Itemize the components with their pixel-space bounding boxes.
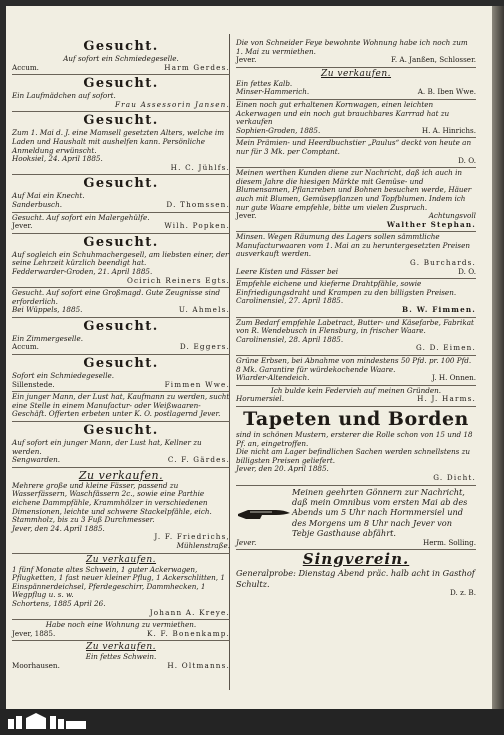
ad-place: Sanderbusch. (12, 199, 62, 209)
ad (12, 554, 230, 621)
ad-text: Auf sofort ein junger Mann, der Lust hat, Kellner zu werden. (12, 438, 202, 456)
ad (12, 392, 230, 422)
ad-place: Accum. (12, 342, 39, 352)
ad-place: Jever. (236, 537, 257, 547)
ad-text: Gesucht. Auf sofort ein Malergehülfe. (12, 212, 150, 222)
ad-signature: D. Eggers. (179, 342, 230, 352)
ad-text: Empfehle eichene und kieferne Drahtpfähle, sowie Einfriedigungsdraht und Krampen zu den billigsten Preisen. (236, 279, 457, 297)
ad-footer (12, 222, 230, 231)
ad (12, 112, 230, 175)
ad (236, 68, 476, 100)
ad-signature: H. C. Jühlfs. (170, 162, 230, 172)
ad-place: Jever. (236, 55, 257, 65)
ad-place: Jever, 1885. (12, 628, 56, 638)
ad-title: Zu verkaufen. (85, 642, 157, 653)
ad-title: Gesucht. (83, 113, 159, 129)
ad-signature: H. J. Harms. (417, 394, 476, 404)
ad-footer (12, 456, 230, 465)
ad-text: Auf Mai ein Knecht. (12, 191, 85, 201)
right-column (236, 38, 476, 600)
ad-text: Generalprobe: Dienstag Abend präc. halb acht in Gasthof Schultz. (236, 568, 475, 589)
ad-signature: Fimmen Wwe. (164, 379, 230, 389)
ad-footer (236, 539, 476, 548)
ad-footer (236, 127, 476, 136)
ad-place: Minser-Hammerich. (236, 87, 310, 97)
ad-title: Gesucht. (83, 176, 159, 192)
ad-signature: B. W. Fimmen. (402, 305, 476, 315)
page-edge (492, 6, 504, 709)
ad-text: Meinen geehrten Gönnern zur Nachricht, daß mein Omnibus vom ersten Mai ab des Abends um 5 Uhr nach Hormmersiel und des Morgens um 8 Uhr nach Jever von Tebje Gasthause abfährt. (292, 486, 468, 539)
ad-signature: H. Oltmanns. (167, 660, 230, 670)
ad-signature: Herm. Solling. (422, 537, 476, 547)
ad-title: Gesucht. (83, 39, 159, 54)
ad-text: Meinen werthen Kunden diene zur Nachricht, daß ich auch in diesem Jahre die hiesigen Märkte mit Gemüse- und Blumensamen, Pflanzreben und Bohnen besuchen werde, Häuer auch mit Blumen, Gemüsepflanzen und Topfblumen. Indem ich nur gute Waare empfehle, bitte um vielen Zuspruch. (236, 168, 472, 212)
ad-signature: Wilh. Popken. (164, 221, 230, 231)
ad-footer (12, 630, 230, 639)
ad-text: Einen noch gut erhaltenen Kornwagen, einen leichten Ackerwagen und ein noch gut brauchbares Karrrad hat zu verkaufen (236, 99, 450, 127)
ad (236, 232, 476, 279)
ad-signature: D. O. (458, 155, 476, 165)
ad-text: Sofort ein Schmiedegeselle. (12, 371, 115, 381)
ad (236, 318, 476, 356)
ad (12, 355, 230, 392)
ad-signature: F. A. Janßen, Schlosser. (390, 55, 476, 65)
ad (12, 318, 230, 355)
ad-text: Die von Schneider Feye bewohnte Wohnung habe ich noch zum 1. Mai zu vermiethen. (236, 38, 468, 56)
ad-footer (12, 662, 230, 671)
ad-text: Ein Laufmädchen auf sofort. (12, 91, 116, 101)
ad-footer (236, 88, 476, 97)
ad-address: Mühlenstraße. (176, 540, 230, 550)
ad-text: Zum Bedarf empfehle Labetract, Butter- und Käsefarbe, Fabrikat von R. Wendebusch in Flensburg, in frischer Waare. (236, 317, 474, 336)
omnibus-notice (236, 487, 476, 539)
library-logo-icon (6, 711, 88, 731)
ad-text: Auf sogleich ein Schuhmachergesell, am liebsten einer, der seine Lehrzeit kürzlich beendigt hat. (12, 249, 229, 268)
ad-signature: Johann A. Kreye. (149, 607, 230, 617)
ad-signature: J. H. Onnen. (431, 373, 476, 383)
ad-signature: G. D. Eimen. (415, 343, 476, 353)
ad-title: Gesucht. (83, 76, 159, 92)
ad-place: Jever. (12, 221, 33, 231)
ad-place: Sengwarden. (12, 455, 61, 465)
ad-text: Ich bulde kein Federvieh auf meinen Gründen. (270, 385, 442, 395)
ad (236, 138, 476, 168)
ad-signature: G. Burchards. (410, 258, 476, 268)
ad-footer (12, 201, 230, 210)
ad-title: Tapeten und Borden (243, 407, 469, 430)
ad-text: Minsen. Wegen Räumung des Lagers sollen sämmtliche Manufacturwaaren vom 1. Mai an zu heruntergesetzten Preisen ausverkauft werden. (236, 232, 470, 259)
ad (12, 468, 230, 554)
ad-footer (236, 395, 476, 404)
left-column (12, 38, 230, 673)
ad-text: Ein junger Mann, der Lust hat, Kaufmann zu werden, sucht eine Stelle in einem Manufactur- oder Weißwaaren-Geschäft. Offerten erbeten unter K. O. postlagernd Jever. (12, 392, 230, 419)
ad-signature: J. F. Friedrichs, (154, 532, 230, 542)
ad-title: Gesucht. (83, 356, 159, 372)
ad-text: Auf sofort ein Schmiedegeselle. (63, 54, 179, 63)
ad-place: Moorhausen. (12, 660, 60, 670)
ad-date: Jever, den 20. April 1885. (236, 464, 329, 474)
ad-text: Die nicht am Lager befindlichen Sachen werden schnellstens zu billigsten Preisen geliefert. (236, 447, 470, 465)
ad-date: Jever, den 24. April 1885. (12, 523, 105, 533)
ad-title: Zu verkaufen. (78, 468, 164, 482)
pointing-hand-icon (236, 505, 292, 521)
ad-signature: D. z. B. (450, 587, 476, 597)
ad-signature: A. B. Iben Wwe. (417, 87, 476, 97)
ad-signature: Frau Assessorin Jansen. (114, 99, 230, 109)
ad-footer (12, 64, 230, 73)
ad-text: Ein fettes Schwein. (85, 652, 157, 662)
ad-title: Gesucht. (83, 318, 159, 334)
ad-place: Sillenstede. (12, 379, 55, 389)
ad (236, 386, 476, 407)
ad-text: Mein Prämien- und Heerdbuchstier „Paulus“ deckt von heute an nur für 3 Mk. per Comptant. (236, 138, 472, 156)
ad-signature: G. Dicht. (433, 472, 476, 482)
ad-text: Leere Kisten und Fässer bei (236, 266, 339, 276)
ad-text: sind in schönen Mustern, ersterer die Rolle schon von 15 und 18 Pf. an, eingetroffen. (236, 429, 473, 448)
ad (236, 168, 476, 232)
ad (12, 38, 230, 75)
ad-place: Fedderwarder-Groden, 21. April 1885. (12, 266, 153, 276)
ad-footer (12, 343, 230, 352)
ad-title: Gesucht. (83, 234, 159, 250)
ad-footer (236, 56, 476, 65)
ad-title: Gesucht. (83, 423, 159, 439)
ad-closing: Achtungsvoll (428, 211, 476, 221)
ad (12, 213, 230, 234)
ad-title: Zu verkaufen. (85, 554, 157, 565)
ad-place: Hooksiel, 24. April 1885. (12, 154, 103, 164)
ad-footer (236, 268, 476, 277)
ad-text: Ein fettes Kalb. (236, 78, 293, 88)
ad-text: 1 fünf Monate altes Schwein, 1 guter Ackerwagen, Pflugketten, 1 fast neuer kleiner Pflug, 1 Ackerschlitten, 1 Einspännerdeichsel, Pferdegeschirr, Dammhecken, 1 Wegpflug u. s. w. (12, 564, 225, 600)
ad-signature: H. A. Hinrichs. (421, 125, 476, 135)
ad (12, 234, 230, 288)
ad-signature: Walther Stephan. (386, 219, 476, 229)
ad (12, 175, 230, 212)
ad-text: Habe noch eine Wohnung zu vermiethen. (45, 620, 197, 630)
ad-place: Carolinensiel, 27. April 1885. (236, 296, 344, 306)
ad-title: Zu verkaufen. (320, 68, 392, 79)
ad-signature: Ocirich Reiners Egts. (126, 275, 230, 285)
ad-text: Zum 1. Mai d. J. eine Mamsell gesetzten Alters, welche im Laden und Haushalt mit aushelfen kann. Persönliche Anmeldung erwünscht. (12, 128, 225, 155)
ad-signature: U. Ahmels. (178, 305, 230, 315)
ad (236, 407, 476, 486)
ad (12, 620, 230, 641)
ad (236, 550, 476, 599)
ad-signature: C. F. Gärdes. (167, 455, 230, 465)
ad-footer (236, 374, 476, 383)
ad-place: Horumersiel. (236, 394, 284, 404)
ad-place: Jever. (236, 211, 257, 221)
ad (236, 100, 476, 138)
ad (236, 38, 476, 68)
ad-footer (12, 306, 230, 315)
ad-place: Accum. (12, 62, 39, 72)
ad (12, 422, 230, 468)
ad-text: Grüne Erbsen, bei Abnahme von mindestens 50 Pfd. pr. 100 Pfd. 8 Mk. Garantire für würdekochende Waare. (236, 356, 472, 374)
ad-signature: K. F. Bonenkamp. (146, 628, 230, 638)
ad-place: Wiarder-Altendeich. (236, 373, 310, 383)
ad-place: Carolinensiel, 28. April 1885. (236, 334, 344, 344)
ad-place: Bei Wüppels, 1885. (12, 305, 83, 315)
ad-signature: D. O. (458, 266, 476, 276)
ad (12, 288, 230, 318)
ad-signature: Harm Gerdes. (164, 62, 230, 72)
ad-footer (12, 381, 230, 390)
ad (236, 486, 476, 551)
ad (236, 356, 476, 386)
ad-title: Singverein. (302, 550, 410, 569)
ad-text: Mehrere große und kleine Fässer, passend zu Wasserfässern, Waschfässern 2c., sowie eine Parthie eichene Dammpfähle, Krammhölzer in verschiedenen Dimensionen, leichte und schwere Stackelpfähle, eich. Stammholz, bis zu 3 Fuß Durchmesser. (12, 480, 212, 525)
ad-signature: D. Thomssen. (166, 199, 230, 209)
ad (236, 279, 476, 317)
ad-place: Sophien-Groden, 1885. (236, 125, 321, 135)
ad-text: Ein Zimmergeselle. (12, 333, 84, 343)
ad-text: Gesucht. Auf sofort eine Großmagd. Gute Zeugnisse sind erforderlich. (12, 288, 221, 306)
ad (12, 641, 230, 672)
ad-date: Schortens, 1885 April 26. (12, 598, 106, 608)
ad (12, 75, 230, 112)
